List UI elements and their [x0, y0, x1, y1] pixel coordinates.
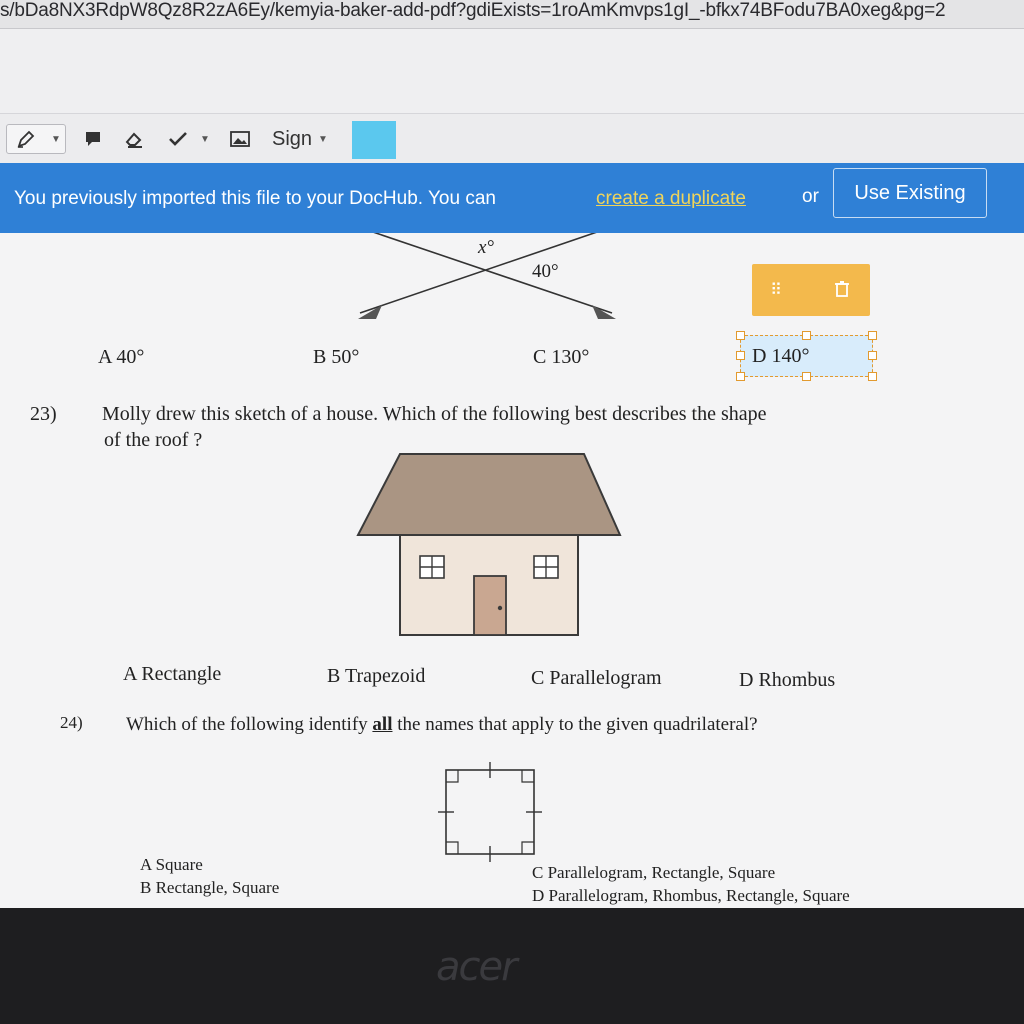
image-icon — [229, 130, 251, 148]
angle-40-label: 40° — [532, 261, 559, 282]
resize-handle[interactable] — [802, 372, 811, 381]
drag-handle-icon[interactable]: ⠿ — [770, 279, 782, 299]
chevron-down-icon: ▼ — [318, 133, 328, 145]
q24-option-b[interactable]: B Rectangle, Square — [140, 878, 280, 897]
angle-x-label: x° — [478, 237, 495, 258]
q23-option-b[interactable]: B Trapezoid — [327, 665, 426, 687]
q23-question-line2: of the roof ? — [104, 429, 203, 451]
quadrilateral-figure — [430, 758, 555, 868]
use-existing-button[interactable]: Use Existing — [833, 168, 987, 218]
q22-option-b[interactable]: B 50° — [313, 346, 360, 368]
house-figure — [350, 448, 630, 643]
q22-option-c[interactable]: C 130° — [533, 346, 590, 368]
eraser-button[interactable] — [122, 126, 148, 152]
resize-handle[interactable] — [736, 331, 745, 340]
chevron-down-icon[interactable]: ▼ — [200, 133, 210, 145]
address-bar[interactable] — [0, 0, 1024, 29]
laptop-brand-logo: acer — [436, 944, 516, 990]
roof-trapezoid — [358, 454, 620, 535]
url-text[interactable]: s/bDa8NX3RdpW8Qz8R2zA6Ey/kemyia-baker-add-pdf?gdiExists=1roAmKmvps1gI_-bfkx74BFodu7BA0xeg&pg=2 — [0, 0, 946, 21]
q23-question-line1: Molly drew this sketch of a house. Which of the following best describes the shape — [102, 403, 767, 425]
right-window — [534, 556, 558, 578]
annotation-toolbar — [0, 113, 1024, 164]
checkmark-button[interactable] — [166, 126, 190, 152]
create-duplicate-link[interactable]: create a duplicate — [596, 188, 746, 209]
q24-question — [126, 714, 758, 736]
resize-handle[interactable] — [802, 331, 811, 340]
image-button[interactable] — [226, 126, 254, 152]
resize-handle[interactable] — [736, 372, 745, 381]
q23-option-d[interactable]: D Rhombus — [739, 669, 836, 691]
q24-option-d[interactable]: D Parallelogram, Rhombus, Rectangle, Square — [532, 886, 850, 905]
q22-option-a[interactable]: A 40° — [98, 346, 145, 368]
trash-icon[interactable] — [832, 279, 852, 299]
q24-option-a[interactable]: A Square — [140, 855, 203, 874]
banner-message: You previously imported this file to your DocHub. You can — [14, 188, 496, 209]
q24-question-end: the names that apply to the given quadrilateral? — [392, 714, 758, 735]
import-banner — [0, 163, 1024, 233]
pen-tool-button[interactable] — [6, 124, 66, 154]
checkmark-icon — [168, 130, 188, 148]
comment-icon — [83, 129, 103, 149]
sign-label: Sign — [272, 127, 313, 150]
chevron-down-icon[interactable]: ▼ — [51, 133, 61, 145]
sign-button[interactable] — [272, 126, 342, 152]
q23-option-c[interactable]: C Parallelogram — [531, 667, 662, 689]
color-swatch[interactable] — [352, 121, 396, 159]
intersecting-lines-figure — [0, 233, 1024, 333]
page-header-area — [0, 29, 1024, 113]
banner-or-text: or — [802, 186, 819, 207]
resize-handle[interactable] — [736, 351, 745, 360]
resize-handle[interactable] — [868, 351, 877, 360]
q22-option-d[interactable]: D 140° — [752, 345, 810, 367]
q24-question-emphasis: all — [372, 714, 393, 735]
pen-icon — [15, 128, 37, 150]
q23-number: 23) — [30, 403, 57, 425]
eraser-icon — [124, 129, 146, 149]
q24-question-start: Which of the following identify — [126, 714, 373, 735]
q24-number: 24) — [60, 713, 83, 732]
resize-handle[interactable] — [868, 372, 877, 381]
door — [474, 576, 506, 635]
comment-button[interactable] — [80, 126, 106, 152]
q23-option-a[interactable]: A Rectangle — [123, 663, 222, 685]
resize-handle[interactable] — [868, 331, 877, 340]
left-window — [420, 556, 444, 578]
q24-option-c[interactable]: C Parallelogram, Rectangle, Square — [532, 863, 776, 882]
annotation-floating-toolbar — [752, 264, 870, 316]
document-page — [0, 233, 1024, 908]
